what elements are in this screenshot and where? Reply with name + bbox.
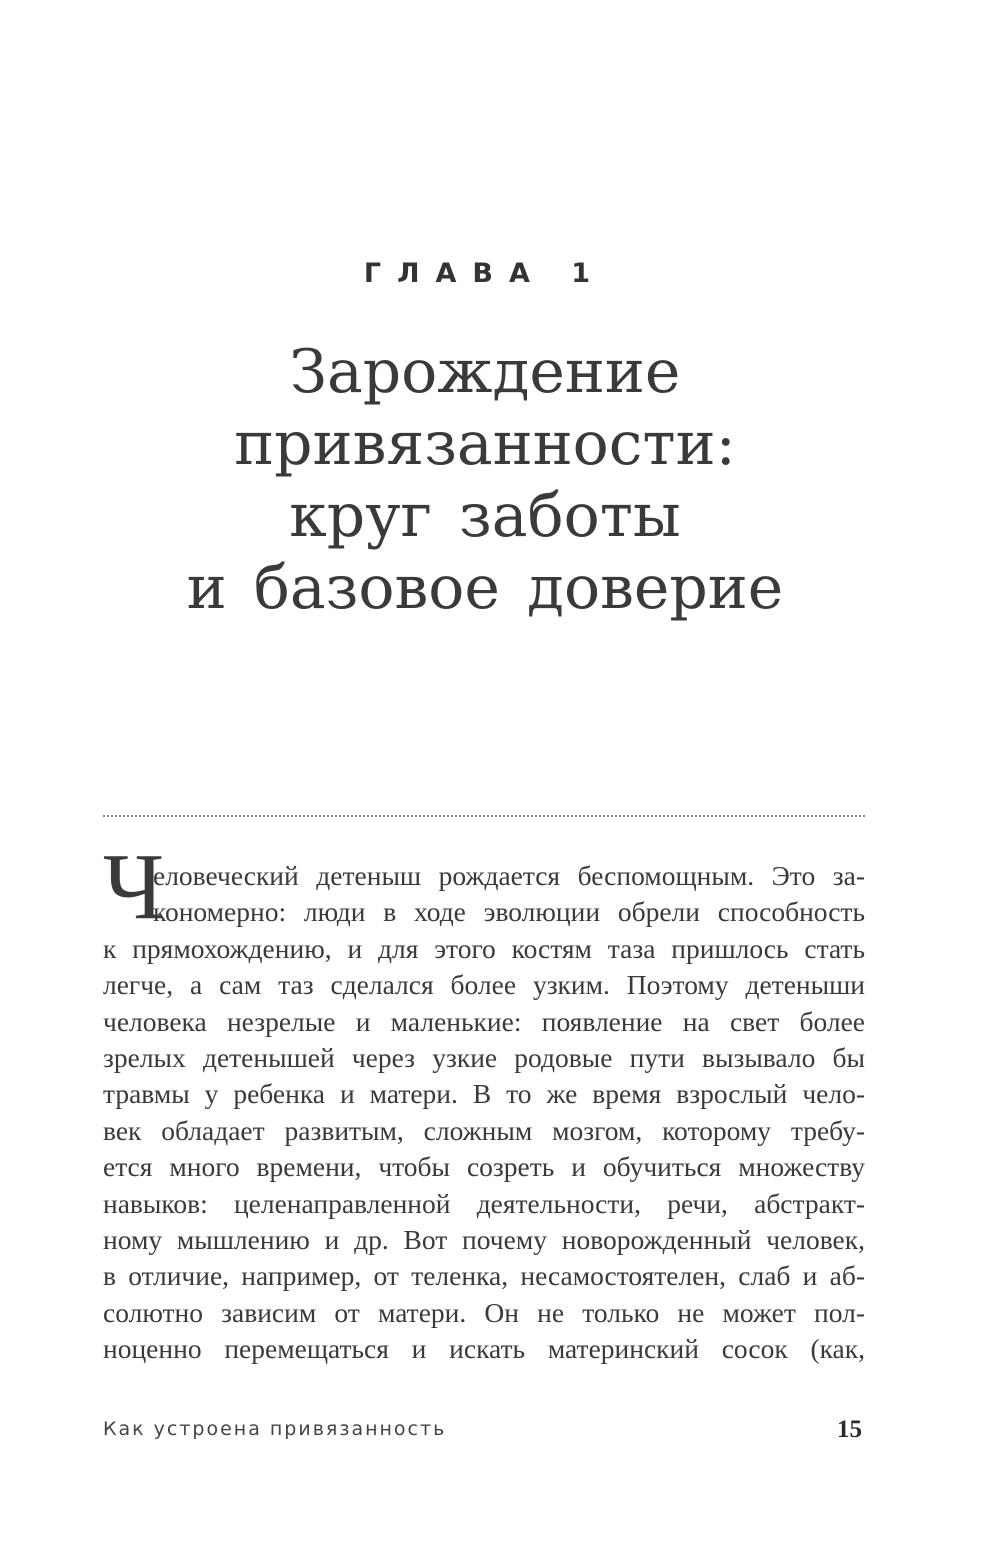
paragraph-line: ноценно перемещаться и искать материнский сосок (как, [103, 1333, 865, 1365]
paragraph-line: солютно зависим от матери. Он не только не может пол- [103, 1296, 865, 1328]
paragraph-line: кономерно: люди в ходе эволюции обрели способность [153, 896, 865, 928]
body-paragraph [103, 858, 865, 1367]
chapter-title-line: Зарождение [289, 337, 681, 407]
paragraph-line: навыков: целенаправленной деятельности, речи, абстракт- [103, 1187, 865, 1219]
chapter-title-line: и базовое доверие [186, 553, 784, 623]
paragraph-line: ется много времени, чтобы созреть и обучиться множеству [103, 1151, 865, 1183]
paragraph-line: зрелых детенышей через узкие родовые пути вызывало бы [103, 1041, 865, 1073]
running-title: Как устроена привязанность [103, 1418, 447, 1440]
drop-cap: Ч [103, 835, 165, 939]
paragraph-line: век обладает развитым, сложным мозгом, которому требу- [103, 1114, 865, 1146]
paragraph-line: легче, а сам таз сделался более узким. Поэтому детеныши [103, 969, 865, 1001]
dotted-divider [103, 815, 865, 817]
chapter-label: ГЛАВА 1 [363, 258, 607, 289]
chapter-title [0, 336, 970, 624]
chapter-title-line: круг заботы [289, 481, 681, 551]
paragraph-line: еловеческий детеныш рождается беспомощным. Это за- [153, 860, 865, 891]
paragraph-line: человека незрелые и маленькие: появление на свет более [103, 1005, 865, 1037]
page-number: 15 [837, 1416, 862, 1443]
chapter-title-line: привязанности: [234, 409, 736, 479]
paragraph-line: к прямохождению, и для этого костям таза пришлось стать [103, 932, 865, 964]
paragraph-line: травмы у ребенка и матери. В то же время взрослый чело- [103, 1078, 865, 1110]
paragraph-line: ному мышлению и др. Вот почему новорожденный человек, [103, 1223, 865, 1255]
paragraph-line: в отличие, например, от теленка, несамостоятелен, слаб и аб- [103, 1260, 865, 1292]
